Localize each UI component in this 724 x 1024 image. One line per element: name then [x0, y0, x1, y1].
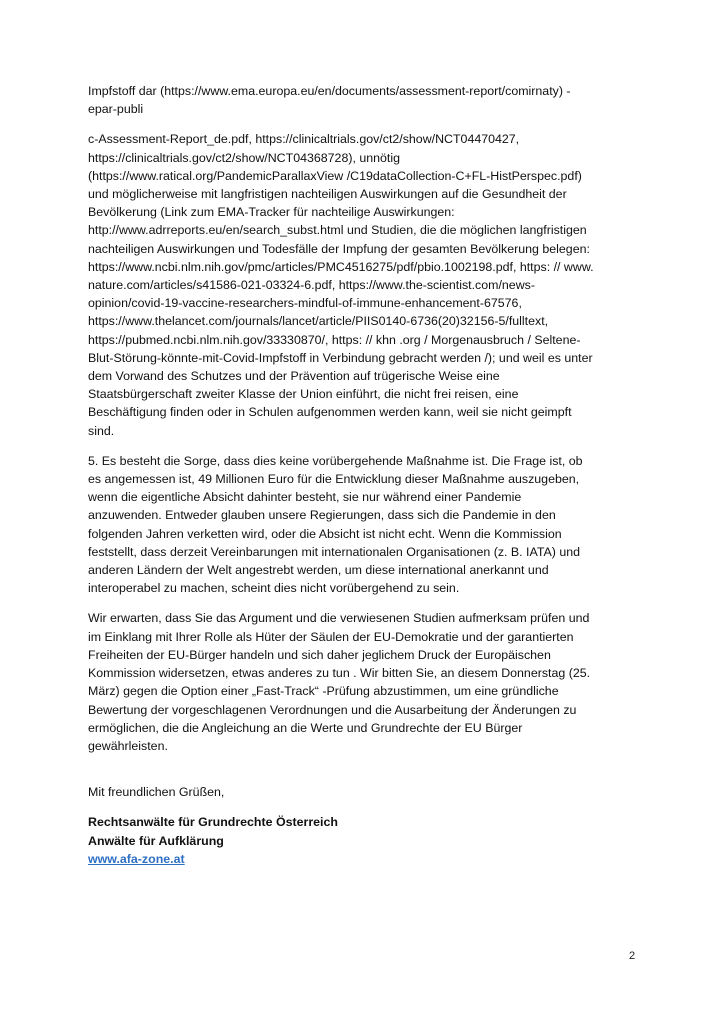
text-line: wenn die eigentliche Absicht dahinter besteht, sie nur während einer Pandemie: [88, 490, 522, 505]
organization-subtitle: Anwälte für Aufklärung: [88, 833, 224, 848]
text-line: epar-publi: [88, 102, 144, 117]
text-line: im Einklang mit Ihrer Rolle als Hüter der Säulen der EU-Demokratie und der garantierten: [88, 629, 574, 644]
text-line: https://pubmed.ncbi.nlm.nih.gov/33330870/, https: // khn .org / Morgenausbruch / Seltene-: [88, 332, 581, 347]
text-line: ermöglichen, die die Angleichung an die Werte und Grundrechte der EU Bürger: [88, 720, 523, 735]
text-line: anzuwenden. Entweder glauben unsere Regierungen, dass sich die Pandemie in den: [88, 508, 556, 523]
text-line: Kommission widersetzen, etwas anderes zu tun . Wir bitten Sie, an diesem Donnerstag (25.: [88, 666, 591, 681]
text-line: nachteiligen Auswirkungen und Todesfälle der Impfung der gesamten Bevölkerung belegen:: [88, 241, 590, 256]
text-line: (https://www.ratical.org/PandemicParallaxView /C19dataCollection-C+FL-HistPerspec.pdf): [88, 168, 582, 183]
text-line: Wir erwarten, dass Sie das Argument und die verwiesenen Studien aufmerksam prüfen und: [88, 611, 590, 626]
text-line: Bewertung der vorgeschlagenen Verordnungen und die Ausarbeitung der Änderungen zu: [88, 702, 577, 717]
text-line: https://www.thelancet.com/journals/lancet/article/PIIS0140-6736(20)32156-5/fulltext,: [88, 314, 549, 329]
paragraph-impfstoff: [88, 82, 648, 118]
text-line: Beschäftigung finden oder in Schulen aufgenommen werden kann, weil sie nicht geimpft: [88, 405, 572, 420]
text-line: Blut-Störung-könnte-mit-Covid-Impfstoff in Verbindung gebracht werden /); und weil es unter: [88, 350, 593, 365]
text-line: es angemessen ist, 49 Millionen Euro für die Entwicklung dieser Maßnahme auszugeben,: [88, 472, 580, 487]
paragraph-references: [88, 130, 648, 439]
text-line: nature.com/articles/s41586-021-03324-6.pdf, https://www.the-scientist.com/news-: [88, 278, 535, 293]
text-line: Bevölkerung (Link zum EMA-Tracker für nachteilige Auswirkungen:: [88, 205, 455, 220]
text-line: Impfstoff dar (https://www.ema.europa.eu/en/documents/assessment-report/comirnaty) -: [88, 84, 571, 98]
text-line: anderen Ländern der Welt angestrebt werden, um diese international anerkannt und: [88, 563, 549, 578]
text-line: Freiheiten der EU-Bürger handeln und sich daher jeglichem Druck der Europäischen: [88, 647, 551, 662]
text-line: interoperabel zu machen, scheint dies nicht vorübergehend zu sein.: [88, 581, 460, 596]
letter-body: [88, 82, 648, 868]
text-line: sind.: [88, 423, 115, 438]
page-number: 2: [629, 950, 636, 962]
closing-greeting: Mit freundlichen Grüßen,: [88, 785, 225, 800]
paragraph-point-5: [88, 452, 648, 598]
text-line: dem Vorwand des Schutzes und der Prävention auf trügerische Weise eine: [88, 369, 500, 384]
text-line: http://www.adrreports.eu/en/search_subst.html und Studien, die die möglichen langfristigen: [88, 223, 587, 238]
text-line: c-Assessment-Report_de.pdf, https://clinicaltrials.gov/ct2/show/NCT04470427,: [88, 132, 520, 147]
text-line: März) gegen die Option einer „Fast-Track“ -Prüfung abzustimmen, um eine gründliche: [88, 684, 559, 699]
text-line: 5. Es besteht die Sorge, dass dies keine vorübergehende Maßnahme ist. Die Frage ist, ob: [88, 453, 583, 468]
text-line: und möglicherweise mit langfristigen nachteiligen Auswirkungen auf die Gesundheit der: [88, 187, 567, 202]
signature-block: [88, 783, 648, 868]
paragraph-request: [88, 609, 648, 755]
organization-name: Rechtsanwälte für Grundrechte Österreich: [88, 815, 338, 830]
text-line: https://www.ncbi.nlm.nih.gov/pmc/articles/PMC4516275/pdf/pbio.1002198.pdf, https: // www.: [88, 259, 594, 274]
text-line: Staatsbürgerschaft zweiter Klasse der Union einführt, die nicht frei reisen, eine: [88, 387, 519, 402]
text-line: opinion/covid-19-vaccine-researchers-mindful-of-immune-enhancement-67576,: [88, 296, 522, 311]
text-line: feststellt, dass derzeit Vereinbarungen mit internationalen Organisationen (z. B. IATA) und: [88, 544, 580, 559]
website-link[interactable]: www.afa-zone.at: [88, 851, 185, 866]
text-line: folgenden Jahren verketten wird, oder die Absicht ist nicht echt. Wenn die Kommission: [88, 526, 562, 541]
text-line: gewährleisten.: [88, 738, 168, 753]
text-line: https://clinicaltrials.gov/ct2/show/NCT04368728), unnötig: [88, 150, 400, 165]
